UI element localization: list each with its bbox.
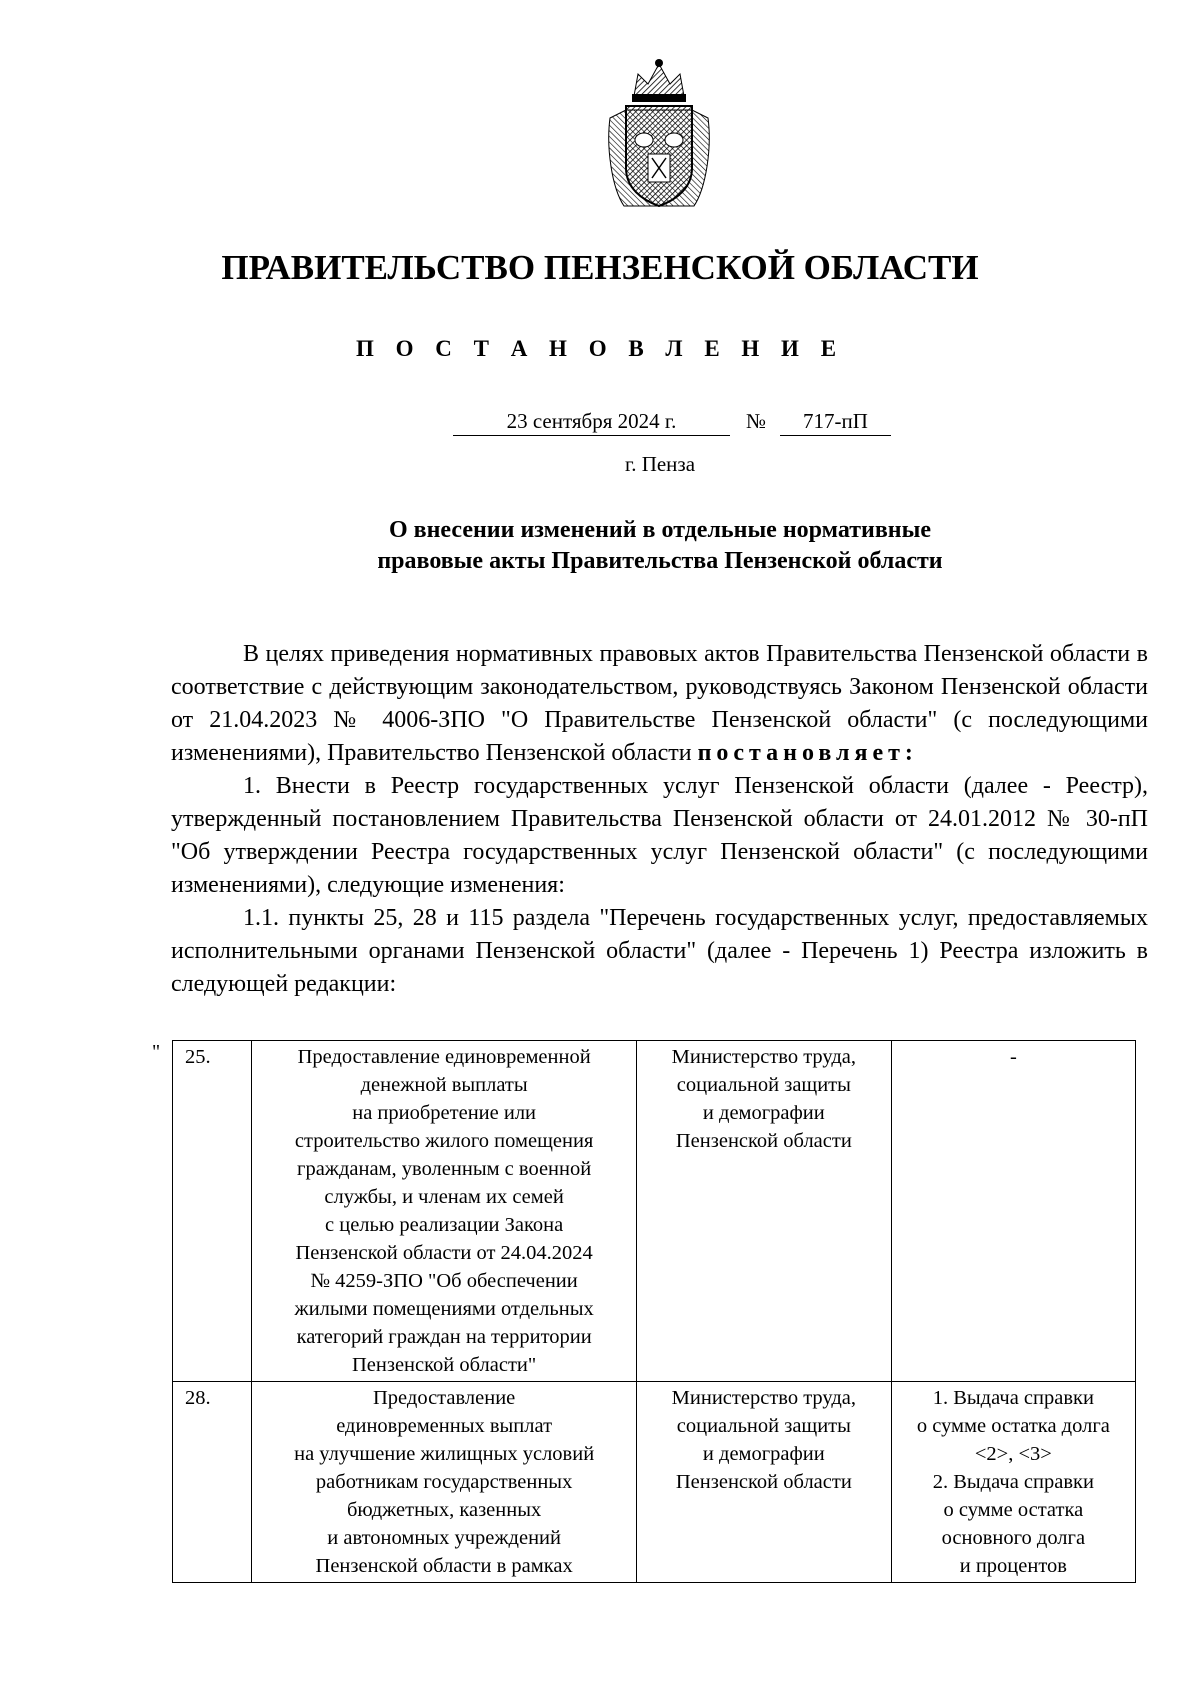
document-number: 717-пП bbox=[780, 409, 891, 436]
result-cell bbox=[891, 1041, 1135, 1382]
cell-line: работникам государственных bbox=[315, 1471, 573, 1493]
subject-line: О внесении изменений в отдельные нормативные bbox=[388, 517, 932, 543]
cell-line: службы, и членам их семей bbox=[324, 1186, 564, 1208]
authority-cell bbox=[636, 1041, 891, 1382]
number-sign: № bbox=[746, 409, 767, 433]
cell-line: с целью реализации Закона bbox=[325, 1214, 564, 1236]
cell-line: - bbox=[1009, 1046, 1017, 1068]
cell-line: Пензенской области в рамках bbox=[315, 1555, 573, 1577]
cell-line: строительство жилого помещения bbox=[294, 1130, 594, 1152]
document-subject bbox=[300, 515, 1020, 577]
cell-line: Министерство труда, bbox=[671, 1046, 856, 1068]
resolves-word: постановляет: bbox=[697, 740, 918, 766]
cell-line: и процентов bbox=[959, 1555, 1067, 1577]
cell-line: основного долга bbox=[941, 1527, 1086, 1549]
cell-line: <2>, <3> bbox=[974, 1443, 1052, 1465]
cell-line: Пензенской области" bbox=[351, 1354, 537, 1376]
services-table bbox=[172, 1040, 1136, 1583]
cell-line: Пензенской области bbox=[675, 1471, 852, 1493]
row-number: 28. bbox=[173, 1382, 252, 1583]
row-number: 25. bbox=[173, 1041, 252, 1382]
cell-line: о сумме остатка долга bbox=[916, 1415, 1110, 1437]
service-name-cell bbox=[252, 1382, 637, 1583]
cell-line: бюджетных, казенных bbox=[347, 1499, 542, 1521]
document-type: П О С Т А Н О В Л Е Н И Е bbox=[355, 336, 845, 361]
paragraph-1: 1. Внести в Реестр государственных услуг Пензенской области (далее - Реестр), утвержденный постановлением Правительства Пензенской области от 24.01.2012 № 30-пП "Об утверждении Реестра государственных услуг Пензенской области" (с последующими изменениями), следующие изменения: bbox=[171, 773, 1148, 898]
cell-line: 1. Выдача справки bbox=[932, 1387, 1094, 1409]
coat-of-arms-icon bbox=[604, 58, 714, 210]
document-body bbox=[171, 638, 1148, 1001]
opening-quote-mark: " bbox=[152, 1041, 161, 1063]
cell-line: и демографии bbox=[702, 1443, 825, 1465]
authority-cell bbox=[636, 1382, 891, 1583]
cell-line: № 4259-ЗПО "Об обеспечении bbox=[310, 1270, 578, 1292]
cell-line: Предоставление bbox=[373, 1387, 516, 1409]
cell-line: единовременных выплат bbox=[336, 1415, 553, 1437]
cell-line: на приобретение или bbox=[352, 1102, 537, 1124]
paragraph-1-1: 1.1. пункты 25, 28 и 115 раздела "Перечень государственных услуг, предоставляемых исполнительными органами Пензенской области" (далее - Перечень 1) Реестра изложить в следующей редакции: bbox=[171, 905, 1148, 997]
table-row bbox=[173, 1041, 1136, 1382]
preamble-text: В целях приведения нормативных правовых актов Правительства Пензенской области в соответствие с действующим законодательством, руководствуясь Законом Пензенской области от 21.04.2023 № 4006-ЗПО "О Правительстве Пензенской области" (с последующими изменениями), Правительство Пензенской области bbox=[171, 641, 1148, 766]
government-title: ПРАВИТЕЛЬСТВО ПЕНЗЕНСКОЙ ОБЛАСТИ bbox=[221, 248, 979, 287]
result-cell bbox=[891, 1382, 1135, 1583]
cell-line: Пензенской области bbox=[675, 1130, 852, 1152]
cell-line: Пензенской области от 24.04.2024 bbox=[295, 1242, 593, 1264]
cell-line: Предоставление единовременной bbox=[297, 1046, 591, 1068]
cell-line: о сумме остатка bbox=[943, 1499, 1084, 1521]
cell-line: 2. Выдача справки bbox=[932, 1471, 1094, 1493]
cell-line: и демографии bbox=[702, 1102, 825, 1124]
cell-line: на улучшение жилищных условий bbox=[294, 1443, 595, 1465]
cell-line: гражданам, уволенным с военной bbox=[297, 1158, 592, 1180]
cell-line: социальной защиты bbox=[676, 1415, 851, 1437]
paragraph-preamble bbox=[171, 638, 1148, 770]
subject-line: правовые акты Правительства Пензенской области bbox=[377, 548, 943, 574]
city: г. Пенза bbox=[624, 452, 696, 476]
table-row bbox=[173, 1382, 1136, 1583]
cell-line: и автономных учреждений bbox=[327, 1527, 561, 1549]
cell-line: Министерство труда, bbox=[671, 1387, 856, 1409]
cell-line: социальной защиты bbox=[676, 1074, 851, 1096]
cell-line: жилыми помещениями отдельных bbox=[294, 1298, 594, 1320]
document-date: 23 сентября 2024 г. bbox=[453, 409, 730, 436]
cell-line: категорий граждан на территории bbox=[296, 1326, 592, 1348]
cell-line: денежной выплаты bbox=[360, 1074, 528, 1096]
service-name-cell bbox=[252, 1041, 637, 1382]
